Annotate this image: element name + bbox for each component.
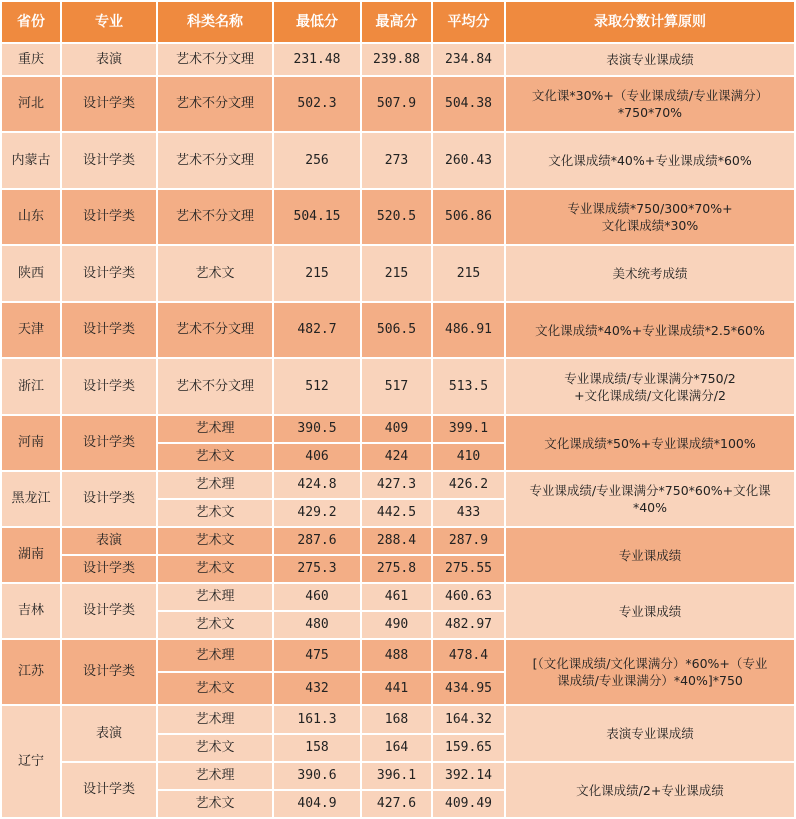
category-cell: 艺术不分文理 (157, 358, 273, 415)
max-score-cell: 507.9 (361, 76, 432, 132)
min-score-cell: 215 (273, 245, 361, 302)
max-score-cell: 441 (361, 672, 432, 705)
major-cell: 设计学类 (61, 762, 157, 818)
rule-cell: 表演专业课成绩 (505, 705, 795, 762)
min-score-cell: 512 (273, 358, 361, 415)
rule-cell: 文化课成绩*40%+专业课成绩*60% (505, 132, 795, 189)
max-score-cell: 427.3 (361, 471, 432, 499)
min-score-cell: 502.3 (273, 76, 361, 132)
max-score-cell: 461 (361, 583, 432, 611)
header-category: 科类名称 (157, 1, 273, 43)
table-row (1, 639, 795, 672)
category-cell: 艺术文 (157, 611, 273, 639)
province-cell: 辽宁 (1, 705, 61, 818)
max-score-cell: 164 (361, 734, 432, 762)
avg-score-cell: 460.63 (432, 583, 505, 611)
table-row (1, 527, 795, 555)
rule-cell (505, 189, 795, 245)
avg-score-cell: 392.14 (432, 762, 505, 790)
table-row (1, 76, 795, 132)
min-score-cell: 429.2 (273, 499, 361, 527)
category-cell: 艺术不分文理 (157, 132, 273, 189)
province-cell: 陕西 (1, 245, 61, 302)
max-score-cell: 442.5 (361, 499, 432, 527)
min-score-cell: 256 (273, 132, 361, 189)
province-cell: 湖南 (1, 527, 61, 583)
rule-cell (505, 76, 795, 132)
min-score-cell: 404.9 (273, 790, 361, 818)
header-min-score: 最低分 (273, 1, 361, 43)
table-row (1, 245, 795, 302)
header-rule: 录取分数计算原则 (505, 1, 795, 43)
min-score-cell: 390.6 (273, 762, 361, 790)
category-cell: 艺术理 (157, 762, 273, 790)
avg-score-cell: 275.55 (432, 555, 505, 583)
major-cell: 设计学类 (61, 189, 157, 245)
category-cell: 艺术理 (157, 415, 273, 443)
avg-score-cell: 215 (432, 245, 505, 302)
category-cell: 艺术文 (157, 527, 273, 555)
avg-score-cell: 434.95 (432, 672, 505, 705)
category-cell: 艺术文 (157, 499, 273, 527)
min-score-cell: 161.3 (273, 705, 361, 734)
min-score-cell: 406 (273, 443, 361, 471)
major-cell: 设计学类 (61, 415, 157, 471)
rule-line: *750*70% (617, 105, 683, 120)
category-cell: 艺术理 (157, 583, 273, 611)
category-cell: 艺术理 (157, 705, 273, 734)
rule-line: 文化课*30%+（专业课成绩/专业课满分） (531, 88, 769, 103)
category-cell: 艺术文 (157, 555, 273, 583)
max-score-cell: 239.88 (361, 43, 432, 76)
major-cell: 设计学类 (61, 76, 157, 132)
province-cell: 天津 (1, 302, 61, 358)
category-cell: 艺术文 (157, 443, 273, 471)
rule-cell: 文化课成绩*50%+专业课成绩*100% (505, 415, 795, 471)
avg-score-cell: 399.1 (432, 415, 505, 443)
max-score-cell: 215 (361, 245, 432, 302)
header-province: 省份 (1, 1, 61, 43)
major-cell: 设计学类 (61, 245, 157, 302)
rule-line: 专业课成绩/专业课满分*750/2 (564, 370, 736, 386)
category-cell: 艺术文 (157, 672, 273, 705)
table-row (1, 189, 795, 245)
rule-cell (505, 358, 795, 415)
major-cell: 表演 (61, 705, 157, 762)
province-cell: 江苏 (1, 639, 61, 705)
major-cell: 设计学类 (61, 358, 157, 415)
min-score-cell: 480 (273, 611, 361, 639)
avg-score-cell: 287.9 (432, 527, 505, 555)
max-score-cell: 520.5 (361, 189, 432, 245)
rule-cell: 美术统考成绩 (505, 245, 795, 302)
major-cell: 设计学类 (61, 302, 157, 358)
category-cell: 艺术不分文理 (157, 43, 273, 76)
max-score-cell: 488 (361, 639, 432, 672)
avg-score-cell: 234.84 (432, 43, 505, 76)
min-score-cell: 504.15 (273, 189, 361, 245)
rule-cell (505, 471, 795, 527)
table-row (1, 583, 795, 611)
category-cell: 艺术不分文理 (157, 76, 273, 132)
table-row (1, 471, 795, 499)
rule-line: *40% (632, 500, 668, 515)
header-major: 专业 (61, 1, 157, 43)
province-cell: 重庆 (1, 43, 61, 76)
rule-line: +文化课成绩/文化课满分/2 (574, 387, 726, 403)
min-score-cell: 158 (273, 734, 361, 762)
major-cell: 设计学类 (61, 132, 157, 189)
min-score-cell: 424.8 (273, 471, 361, 499)
table-row (1, 762, 795, 790)
major-cell: 表演 (61, 527, 157, 555)
avg-score-cell: 409.49 (432, 790, 505, 818)
avg-score-cell: 482.97 (432, 611, 505, 639)
max-score-cell: 168 (361, 705, 432, 734)
table-row (1, 705, 795, 734)
category-cell: 艺术文 (157, 245, 273, 302)
max-score-cell: 396.1 (361, 762, 432, 790)
rule-cell: 专业课成绩 (505, 527, 795, 583)
province-cell: 山东 (1, 189, 61, 245)
province-cell: 浙江 (1, 358, 61, 415)
min-score-cell: 287.6 (273, 527, 361, 555)
max-score-cell: 490 (361, 611, 432, 639)
province-cell: 黑龙江 (1, 471, 61, 527)
category-cell: 艺术文 (157, 734, 273, 762)
table-row (1, 43, 795, 76)
rule-line: 文化课成绩*30% (601, 218, 699, 233)
province-cell: 内蒙古 (1, 132, 61, 189)
max-score-cell: 273 (361, 132, 432, 189)
table-row (1, 358, 795, 415)
avg-score-cell: 410 (432, 443, 505, 471)
avg-score-cell: 486.91 (432, 302, 505, 358)
min-score-cell: 390.5 (273, 415, 361, 443)
min-score-cell: 231.48 (273, 43, 361, 76)
avg-score-cell: 426.2 (432, 471, 505, 499)
avg-score-cell: 478.4 (432, 639, 505, 672)
header-avg-score: 平均分 (432, 1, 505, 43)
min-score-cell: 475 (273, 639, 361, 672)
avg-score-cell: 164.32 (432, 705, 505, 734)
min-score-cell: 432 (273, 672, 361, 705)
major-cell: 表演 (61, 43, 157, 76)
major-cell: 设计学类 (61, 471, 157, 527)
province-cell: 河南 (1, 415, 61, 471)
avg-score-cell: 159.65 (432, 734, 505, 762)
province-cell: 河北 (1, 76, 61, 132)
max-score-cell: 288.4 (361, 527, 432, 555)
max-score-cell: 424 (361, 443, 432, 471)
table-header-row (1, 1, 795, 43)
avg-score-cell: 260.43 (432, 132, 505, 189)
major-cell: 设计学类 (61, 583, 157, 639)
min-score-cell: 482.7 (273, 302, 361, 358)
province-cell: 吉林 (1, 583, 61, 639)
rule-line: 专业课成绩/专业课满分*750*60%+文化课 (529, 483, 771, 498)
min-score-cell: 460 (273, 583, 361, 611)
rule-line: 专业课成绩*750/300*70%+ (567, 201, 733, 216)
rule-line: 课成绩/专业课满分）*40%]*750 (557, 673, 743, 688)
rule-cell (505, 639, 795, 705)
category-cell: 艺术不分文理 (157, 302, 273, 358)
rule-cell: 专业课成绩 (505, 583, 795, 639)
category-cell: 艺术文 (157, 790, 273, 818)
max-score-cell: 517 (361, 358, 432, 415)
table-row (1, 132, 795, 189)
table-row (1, 415, 795, 443)
table-row (1, 302, 795, 358)
rule-cell: 文化课成绩*40%+专业课成绩*2.5*60% (505, 302, 795, 358)
avg-score-cell: 513.5 (432, 358, 505, 415)
major-cell: 设计学类 (61, 639, 157, 705)
max-score-cell: 427.6 (361, 790, 432, 818)
rule-cell: 文化课成绩/2+专业课成绩 (505, 762, 795, 818)
rule-line: [（文化课成绩/文化课满分）*60%+（专业 (532, 656, 768, 671)
max-score-cell: 506.5 (361, 302, 432, 358)
max-score-cell: 275.8 (361, 555, 432, 583)
rule-cell: 表演专业课成绩 (505, 43, 795, 76)
avg-score-cell: 433 (432, 499, 505, 527)
avg-score-cell: 504.38 (432, 76, 505, 132)
header-max-score: 最高分 (361, 1, 432, 43)
max-score-cell: 409 (361, 415, 432, 443)
major-cell: 设计学类 (61, 555, 157, 583)
category-cell: 艺术理 (157, 639, 273, 672)
min-score-cell: 275.3 (273, 555, 361, 583)
avg-score-cell: 506.86 (432, 189, 505, 245)
category-cell: 艺术不分文理 (157, 189, 273, 245)
category-cell: 艺术理 (157, 471, 273, 499)
